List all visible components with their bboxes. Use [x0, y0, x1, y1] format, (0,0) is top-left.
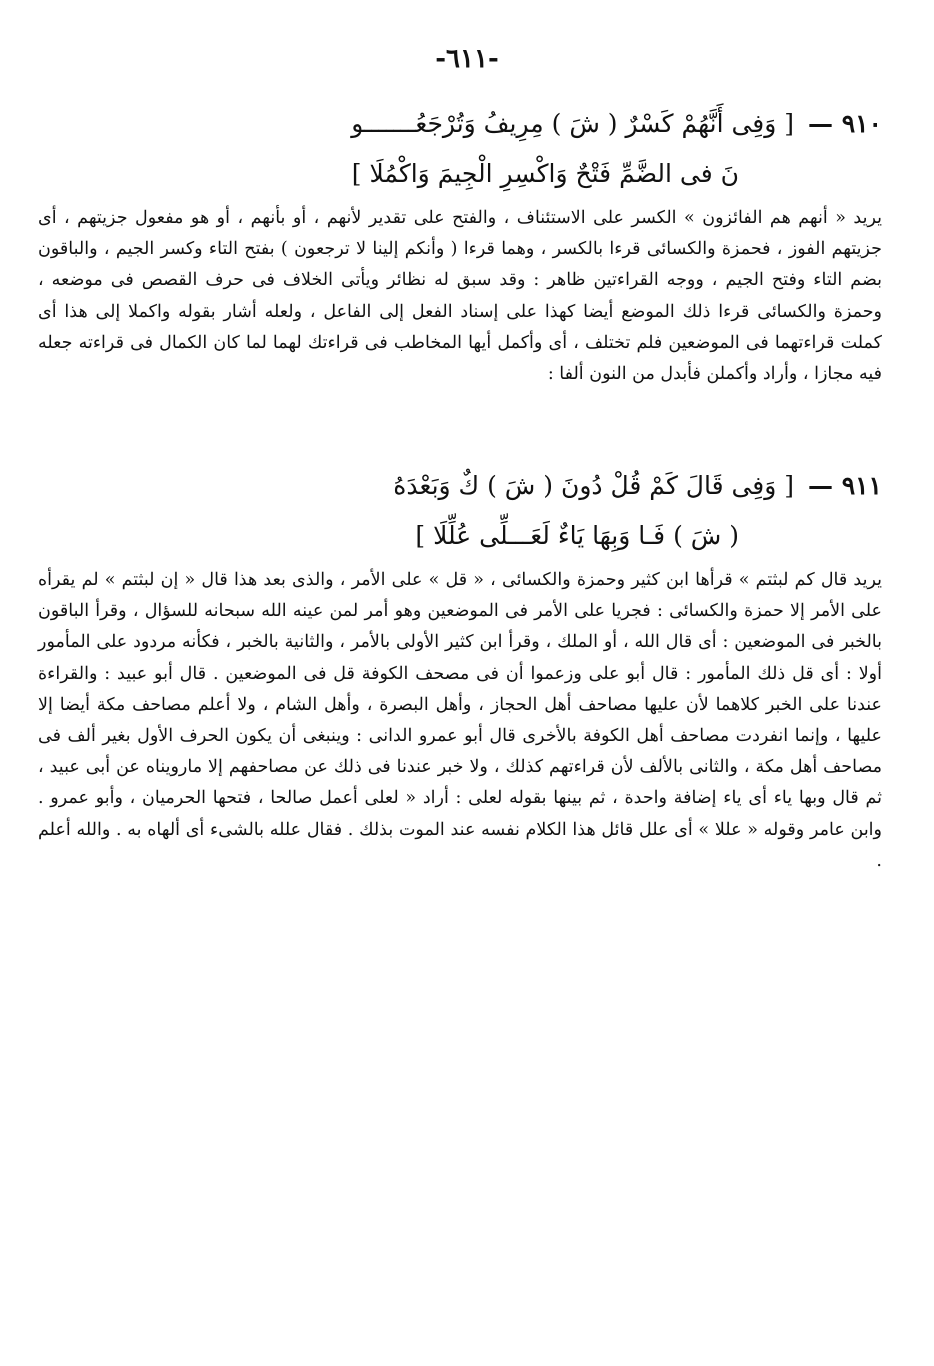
verse-911-line-1: [60, 466, 882, 506]
verse-911-text-1: [ وَفِى قَالَ كَمْ قُلْ دُونَ ( شَ ) كٌ وَبَعْدَهُ: [393, 471, 795, 500]
commentary-911: يريد قال كم لبثتم » قرأها ابن كثير وحمزة والكسائى ، « قل » على الأمر ، والذى بعد هذا قال « إن لبثتم » لم يقرأه على الأمر إلا حمزة والكسائى : فجريا على الأمر فى الموضعين وهو أمر لمن عينه الله سبحانه للسؤال ، وقرأ الباقون بالخبر فى الموضعين : أى قال الله ، أو الملك ، وقرأ ابن كثير الأولى بالأمر ، والثانية بالخبر ، فكأنه مردود على المأمور أولا : أى قل ذلك المأمور : قال أبو على وزعموا أن فى مصحف الكوفة قل فى الموضعين . قال أبو عبيد : والقراءة عندنا على الخبر كلاهما لأن عليها مصاحف أهل الحجاز ، وأهل البصرة ، وأهل الشام ، ولا أعلم مصاحف مكة أيضا إلا عليها ، وإنما انفردت مصاحف أهل الكوفة بالأخرى قال أبو عمرو الدانى : وينبغى أن يكون الحرف الأول بغير ألف فى مصاحف أهل مكة ، والثانى بالألف لأن قراءتهم كذلك ، ولا خبر عندنا فى ذلك عن مصاحفهم إلا مارويناه عن أبى عبيد ، ثم قال وبها ياء أى ياء إضافة واحدة ، ثم بينها بقوله لعلى : أراد « لعلى أعمل صالحا ، فتحها الحرميان ، وأبو عمرو . وابن عامر وقوله « عللا » أى علل قائل هذا الكلام نفسه عند الموت بذلك . فقال علله بالشىء أى ألهاه به . والله أعلم .: [38, 570, 882, 871]
verse-910-line-1: [60, 104, 882, 144]
commentary-910: يريد « أنهم هم الفائزون » الكسر على الاستئناف ، والفتح على تقدير لأنهم ، أو بأنهم ، أو هو مفعول جزيتهم ، أى جزيتهم الفوز ، فحمزة والكسائى قرءا بالكسر ، وهما قرءا ( وأنكم إلينا لا ترجعون ) بفتح التاء وكسر الجيم ، والباقون بضم التاء وفتح الجيم ، ووجه القراءتين ظاهر : وقد سبق له نظائر ويأتى الخلاف فى حرف القصص فى موضعه ، وحمزة والكسائى قرءا ذلك الموضع أيضا كهذا على إسناد الفعل إلى الفاعل ، ولعله أشار بقوله واكملا إلى هذا أى كملت قراءتهما فى الموضعين فلم تختلف ، أى وأكمل أيها المخاطب فى قراءتك لهما لما كان الكمال فى قراءته جعله فيه مجازا ، وأراد وأكملن فأبدل من النون ألفا :: [38, 208, 882, 385]
verse-910-text-1: [ وَفِى أَنَّهُمْ كَسْرٌ ( شَ ) مِرِيفُ وَتُرْجَعُـــــــو: [351, 109, 795, 138]
page-number: -٦١١-: [435, 44, 499, 74]
verse-910-line-2: نَ فى الضَّمِّ فَتْحٌ وَاكْسِرِ الْجِيمَ وَاكْمُلَا ]: [351, 159, 739, 188]
verse-911-line-2: ( شَ ) فَـا وَبِهَا يَاءٌ لَعَـــلِّى عُلِّلَا ]: [415, 521, 739, 550]
verse-911-number: ٩١١ —: [807, 471, 882, 500]
verse-910-number: ٩١٠ —: [807, 109, 882, 138]
